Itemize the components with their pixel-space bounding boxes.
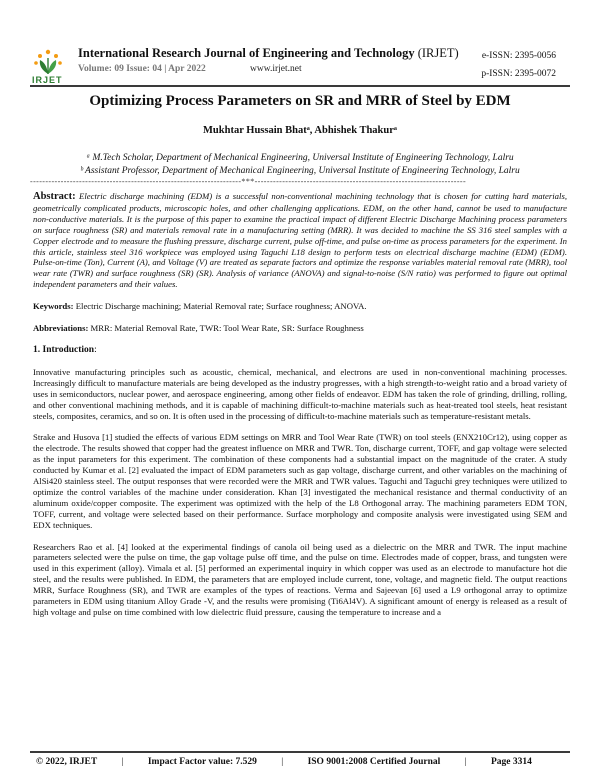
paper-body	[33, 191, 567, 618]
header-divider	[30, 85, 570, 87]
section-heading	[33, 345, 567, 356]
keywords-text: Electric Discharge machining; Material Removal rate; Surface roughness; ANOVA.	[75, 301, 367, 312]
section-heading-text: 1. Introduction	[33, 344, 95, 355]
paper-title: Optimizing Process Parameters on SR and MRR of Steel by EDM	[89, 93, 511, 109]
keywords	[33, 301, 567, 312]
volume-issue: Volume: 09 Issue: 04 | Apr 2022	[78, 64, 206, 74]
footer-pipe: |	[464, 757, 467, 767]
footer-page-number: Page 3314	[490, 757, 532, 767]
keywords-label: Keywords:	[33, 301, 74, 312]
paragraph: Strake and Husova [1] studied the effects of various EDM settings on MRR and Tool Wear Rate (TWR) on tool steels (ENX210Cr12), using copper as the electrode. The results showed that copper had the greatest influence on MRR and TWR. Ton, discharge current, TOFF, and gap voltage were selected as the input parameters for this experiment. The combination of these components had a substantial impact on the magnitude of the crater. A study conducted by Kumar et al. [2] evaluated the impact of EDM parameters such as gap voltage, discharge current, and other variables on the machining of AlSi420 stainless steel. The output responses that were recorded were the MRR and TWR values. Taguchi and Taguchi grey techniques were utilized to optimize the control variables of the machine under consideration. Khan [3] investigated the mechanical resistance and thermal conductivity of an aluminum oxide/copper composite. The experiment was optimized with the help of the L8 Orthogonal array. The machining parameters EDM TON, TOFF, current, and voltage were selected based on their performance. Surface morphology and composite analysis were investigated using SEM and EDX techniques.	[33, 432, 567, 530]
page-footer	[36, 757, 564, 767]
footer-pipe: |	[281, 757, 284, 767]
journal-name: International Research Journal of Engineering and Technology	[78, 46, 415, 60]
e-issn: e-ISSN: 2395-0056	[481, 51, 556, 61]
affiliation-b: ᵇ Assistant Professor, Department of Mechanical Engineering, Universal Institute of Engineering Technology, Lalru	[80, 166, 520, 176]
abstract-label: Abstract:	[33, 191, 76, 202]
section-separator: ---------------------------------------------------------------------***---------------------------------------------------------------------	[30, 177, 467, 186]
abstract-text: Electric discharge machining (EDM) is a successful non-conventional machining technology that is chosen for cutting hard materials, geometrically complicated products, microscopic holes, and other challenging applications. EDM, on the other hand, cannot be used to manufacture non-conductive materials. It is the purpose of this paper to examine the practical impact of different Electric Discharge Machining process parameters on surface roughness (SR) and materials removal rate in a manufacturing setting (MRR). It was decided to machine the SS 316 steel samples with a Copper electrode and to measure the flushing pressure, discharge current, pulse off-time, and pulse on-time as process parameters for the experiment. In this article, stainless steel 316 workpiece was employed using Taguchi L18 design to perform tests on electrical discharge machine (EDM) (EDM). Pulse-on-time (Ton), Current (A), and Voltage (V) are treated as separate factors and optimize the response variables material removal rate (MRR), tool wear rate (TWR) and surface roughness (SR) (SR). Analysis of variance (ANOVA) and signal-to-noise (S/N ratio) was performed to figure out optimal independent parameters and their values.	[33, 191, 567, 290]
p-issn: p-ISSN: 2395-0072	[481, 69, 556, 79]
journal-title	[78, 46, 459, 61]
affiliation-a: ᵃ M.Tech Scholar, Department of Mechanical Engineering, Universal Institute of Engineering Technology, Lalru	[86, 153, 514, 163]
abbreviations-text: MRR: Material Removal Rate, TWR: Tool Wear Rate, SR: Surface Roughness	[90, 323, 364, 334]
journal-website-link[interactable]: www.irjet.net	[250, 64, 302, 74]
footer-divider	[30, 751, 570, 753]
paper-authors: Mukhtar Hussain Bhatᵃ, Abhishek Thakurᵃ	[203, 125, 397, 136]
footer-impact-factor: Impact Factor value: 7.529	[147, 757, 257, 767]
logo-wordmark: IRJET	[32, 75, 63, 85]
paragraph: Innovative manufacturing principles such as acoustic, chemical, mechanical, and electrons are used in non-conventional machining processes. Increasingly difficult to manufacture materials are being developed as the industry progresses, with a high strength-to-weight ratio and a broad variety of uses in semiconductors, nuclear power, and aerospace engineering, among other fields of endeavor. EDM has taken the role of grinding, drilling, rolling, and other conventional machining methods, and it is capable of machining difficult-to-machine materials such as heat-treated tool steels, heat resistant steels, composites, ceramics, and so on. It is often used in the processing of difficult-to-machine materials such as temperature-resistant metals.	[33, 366, 567, 421]
footer-iso: ISO 9001:2008 Certified Journal	[307, 757, 441, 767]
abbreviations-label: Abbreviations:	[33, 323, 89, 334]
paragraph: Researchers Rao et al. [4] looked at the experimental findings of canola oil being used as a dielectric on the MRR and TWR. The input machine parameters selected were the pulse on time, the gap voltage pulse off time, and the pulse on time. Electrodes made of copper, brass, and tungsten were used in this experiment (alloy). Vimala et al. [5] performed an experimental inquiry in which copper was used as an electrode to manufacture hot die steel, and the results were published. In EDM, the parameters that are employed include current, tone, voltage, and magnetic field. The output reactions MRR, Surface Roughness (SR), and TWR are examples of the types of reactions. Verma and Sajeevan [6] used a L9 orthogonal array to optimize parameters in EDM using titanium Alloy Grade -V, and the results were promising (Ti6Al4V). A significant amount of energy is released as a result of high voltage and pulse on time combined with low dielectric fluid pressure, causing the temperature to increase and a	[33, 541, 567, 617]
footer-pipe: |	[121, 757, 124, 767]
issn-block	[481, 47, 556, 83]
footer-copyright: © 2022, IRJET	[36, 757, 98, 767]
abbreviations	[33, 323, 567, 334]
journal-abbr: (IRJET)	[417, 46, 459, 60]
section-heading-colon: :	[94, 344, 97, 355]
abstract	[33, 191, 567, 290]
